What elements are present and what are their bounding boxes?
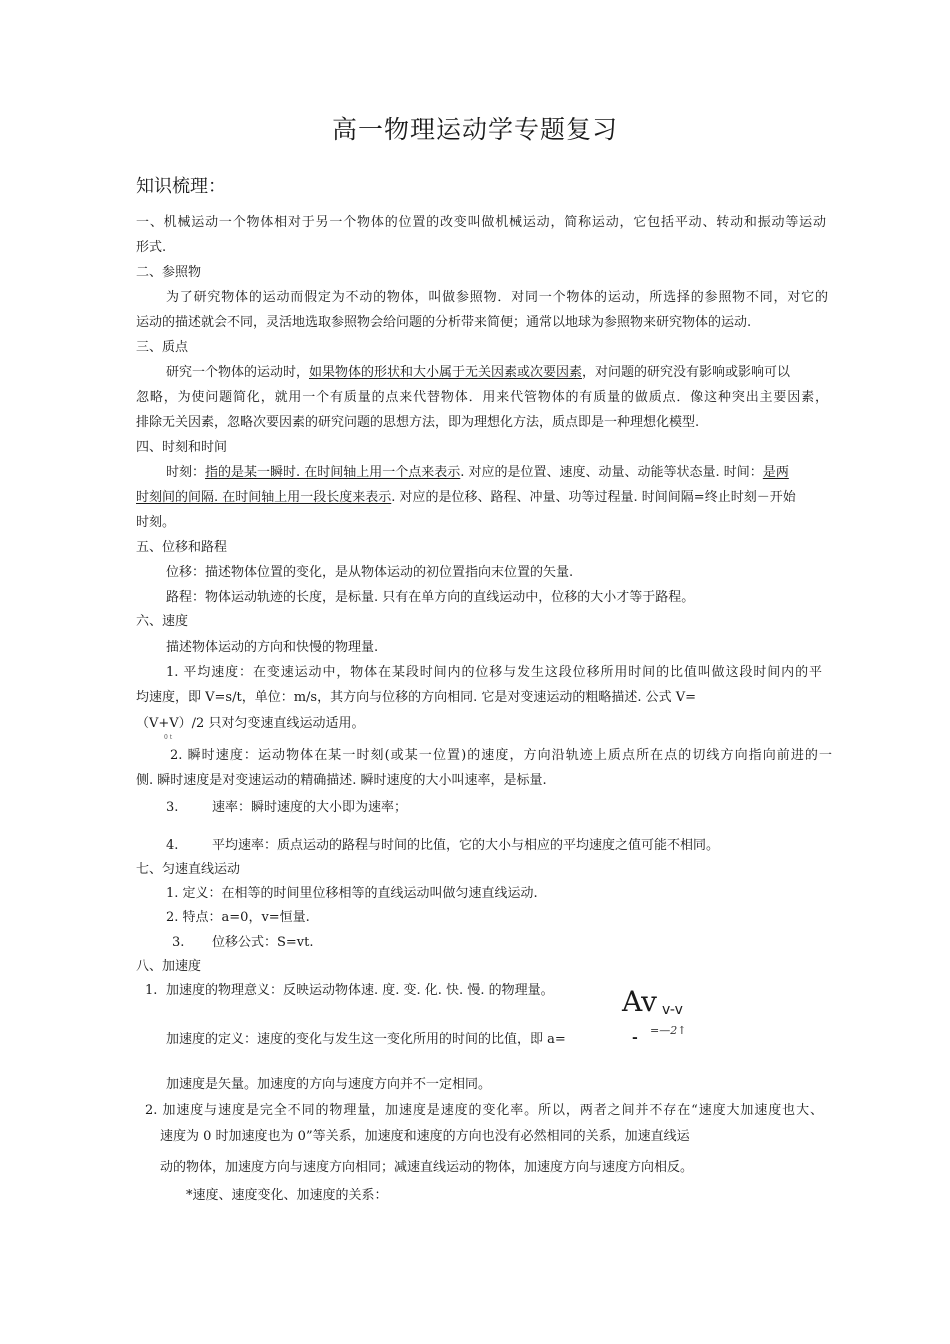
s4-line3: 时刻。 xyxy=(136,515,176,530)
s8-heading: 八、加速度 xyxy=(136,959,202,974)
s8-relation: *速度、速度变化、加速度的关系： xyxy=(186,1188,388,1203)
s6-p1-line1: 1. 平均速度：在变速运动中，物体在某段时间内的位移与发生这段位移所用时间的比值叫做这段时间内的平 xyxy=(166,665,822,680)
s4-heading: 四、时刻和时间 xyxy=(136,440,228,455)
formula-dash: - xyxy=(632,1030,638,1046)
s2-line1: 为了研究物体的运动而假定为不动的物体，叫做参照物．对同一个物体的运动，所选择的参照物不同，对它的 xyxy=(166,290,828,305)
s2-heading: 二、参照物 xyxy=(136,265,202,280)
s8-item1-text: 加速度的物理意义：反映运动物体速. 度. 变. 化. 快. 慢. 的物理量。 xyxy=(166,983,554,998)
s1-line1: 一、机械运动一个物体相对于另一个物体的位置的改变叫做机械运动，简称运动，它包括平动、转动和振动等运动 xyxy=(136,215,826,230)
s6-p1-subscript: 0 t xyxy=(164,734,173,741)
s7-item2: 2. 特点：a=0，v=恒量. xyxy=(166,910,310,925)
s7-heading: 七、匀速直线运动 xyxy=(136,862,241,877)
s2-line2: 运动的描述就会不同，灵活地选取参照物会给问题的分析带来简便；通常以地球为参照物来研究物体的运动. xyxy=(136,315,752,330)
s5-heading: 五、位移和路程 xyxy=(136,540,228,555)
s6-p1-line2: 均速度，即 V=s/t，单位：m/s，其方向与位移的方向相同. 它是对变速运动的粗略描述. 公式 V= xyxy=(136,690,697,705)
formula-v-v: v-v xyxy=(662,1002,683,1018)
s8-item2-line2: 速度为 0 时加速度也为 0”等关系，加速度和速度的方向也没有必然相同的关系，加速直线运 xyxy=(160,1129,690,1144)
s7-item3-number: 3. xyxy=(172,935,185,950)
s3-line1-underlined: 如果物体的形状和大小属于无关因素或次要因素 xyxy=(309,365,583,380)
s4-line2-b: . 对应的是位移、路程、冲量、功等过程量. 时间间隔=终止时刻－开始 xyxy=(391,490,796,505)
s6-p3-text: 速率：瞬时速度的大小即为速率； xyxy=(212,800,408,815)
s4-line1-b: . 对应的是位置、速度、动量、动能等状态量. 时间： xyxy=(460,465,763,480)
s4-line2-underlined: 时刻间的间隔. 在时间轴上用一段长度来表示 xyxy=(136,490,392,505)
s3-line3: 排除无关因素，忽略次要因素的研究问题的思想方法，即为理想化方法，质点即是一种理想化模型. xyxy=(136,415,700,430)
s4-line1-a: 时刻： xyxy=(166,465,206,480)
s7-item1: 1. 定义：在相等的时间里位移相等的直线运动叫做匀速直线运动. xyxy=(166,886,538,901)
section-subtitle: 知识梳理： xyxy=(136,176,226,197)
s3-line1-b: ，对问题的研究没有影响或影响可以 xyxy=(582,365,791,380)
s5-line2: 路程：物体运动轨迹的长度，是标量. 只有在单方向的直线运动中，位移的大小才等于路程。 xyxy=(166,590,695,605)
s8-definition: 加速度的定义：速度的变化与发生这一变化所用的时间的比值，即 a= xyxy=(166,1032,566,1047)
s8-item1-number: 1. xyxy=(145,983,158,998)
s6-p4-text: 平均速率：质点运动的路程与时间的比值，它的大小与相应的平均速度之值可能不相同。 xyxy=(212,838,720,853)
s3-line2: 忽略，为使问题简化，就用一个有质量的点来代替物体．用来代管物体的有质量的做质点．像这种突出主要因素， xyxy=(136,390,828,405)
s8-item2-line3: 动的物体，加速度方向与速度方向相同；减速直线运动的物体，加速度方向与速度方向相反。 xyxy=(160,1160,694,1175)
s6-p1-line3: （V+V）/2 只对匀变速直线运动适用。 xyxy=(136,716,365,731)
s3-line1 xyxy=(166,365,790,381)
s6-p2-line2: 侧. 瞬时速度是对变速运动的精确描述. 瞬时速度的大小叫速率，是标量. xyxy=(136,773,547,788)
s6-heading: 六、速度 xyxy=(136,614,189,629)
page-title: 高一物理运动学专题复习 xyxy=(331,115,618,144)
s3-line1-a: 研究一个物体的运动时， xyxy=(166,365,310,380)
s8-vector: 加速度是矢量。加速度的方向与速度方向并不一定相同。 xyxy=(166,1077,492,1092)
s7-item3-text: 位移公式：S=vt. xyxy=(212,935,314,950)
s3-heading: 三、质点 xyxy=(136,340,189,355)
s4-line2 xyxy=(136,490,796,506)
s4-line1-underlined-1: 指的是某一瞬时. 在时间轴上用一个点来表示 xyxy=(205,465,461,480)
s6-p4-number: 4. xyxy=(166,838,179,853)
s1-line2: 形式. xyxy=(136,240,167,255)
s5-line1: 位移：描述物体位置的变化，是从物体运动的初位置指向末位置的矢量. xyxy=(166,565,574,580)
s4-line1-underlined-2: 是两 xyxy=(762,465,789,480)
formula-fraction: =—2↑ xyxy=(650,1024,687,1037)
s6-p2-line1: 2. 瞬时速度：运动物体在某一时刻(或某一位置)的速度，方向沿轨迹上质点所在点的切线方向指向前进的一 xyxy=(170,748,832,763)
s8-item2-line1: 2. 加速度与速度是完全不同的物理量，加速度是速度的变化率。所以，两者之间并不存在“速度大加速度也大、 xyxy=(145,1103,823,1118)
s6-intro: 描述物体运动的方向和快慢的物理量. xyxy=(166,640,379,655)
s6-p3-number: 3. xyxy=(166,800,179,815)
formula-big-av: Av xyxy=(622,985,657,1018)
s4-line1 xyxy=(166,465,789,481)
